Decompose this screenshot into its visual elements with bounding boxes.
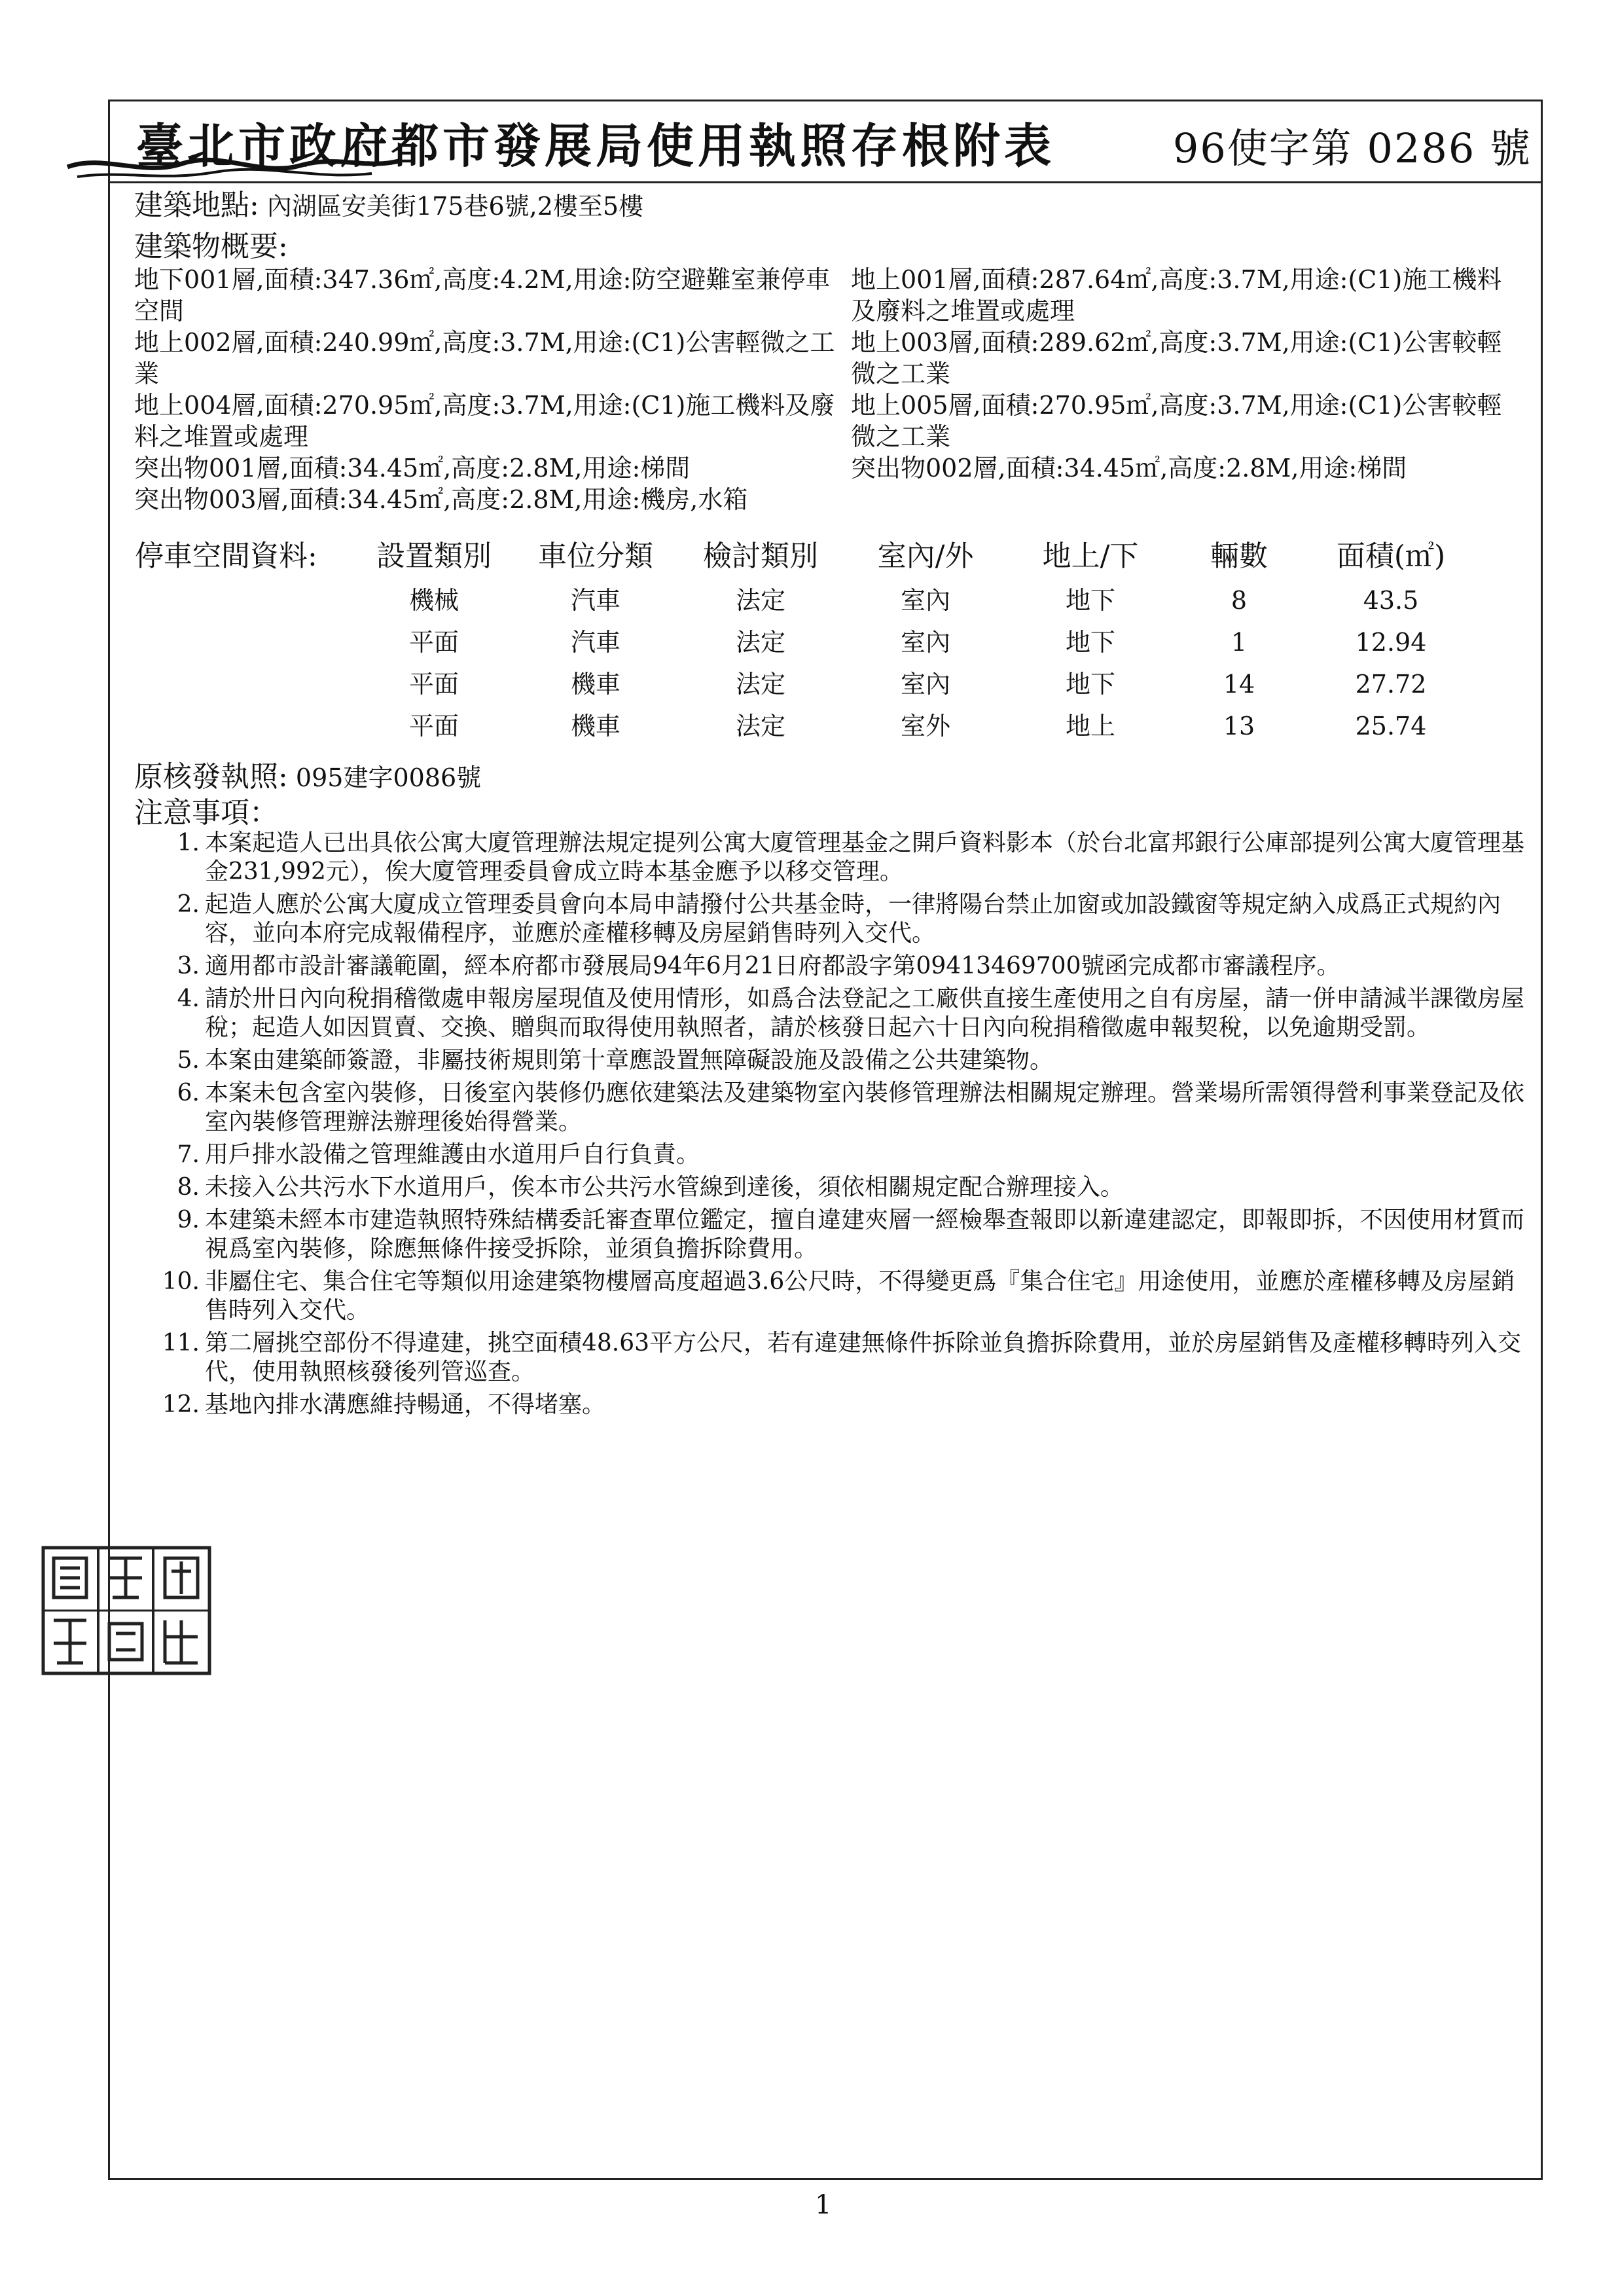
note-number: 11. <box>162 1330 200 1357</box>
parking-cell: 法定 <box>735 670 785 699</box>
note-text: 起造人應於公寓大廈成立管理委員會向本局申請撥付公共基金時，一律將陽台禁止加窗或加設鐵窗等規定納入成爲正式規約內容，並向本府完成報備程序，並應於產權移轉及房屋銷售時列入交代。 <box>205 891 1501 947</box>
parking-cell: 室外 <box>900 712 950 740</box>
parking-cell: 12.94 <box>1355 628 1427 657</box>
parking-cell: 43.5 <box>1363 586 1419 615</box>
floor-item: 地上002層,面積:240.99㎡,高度:3.7M,用途:(C1)公害輕微之工業 <box>134 328 835 388</box>
parking-cell: 機車 <box>570 712 620 740</box>
parking-cell: 13 <box>1223 712 1255 740</box>
parking-cell: 機車 <box>570 670 620 699</box>
note-number: 3. <box>177 953 200 979</box>
note-text: 基地內排水溝應維持暢通，不得堵塞。 <box>205 1391 606 1418</box>
parking-header-row <box>134 534 1477 579</box>
note-text: 非屬住宅、集合住宅等類似用途建築物樓層高度超過3.6公尺時，不得變更爲『集合住宅』用途使用，並應於產權移轉及房屋銷售時列入交代。 <box>205 1268 1515 1324</box>
parking-col-header: 檢討類別 <box>703 539 818 573</box>
note-text: 本案起造人已出具依公寓大廈管理辦法規定提列公寓大廈管理基金之開戶資料影本（於台北富邦銀行公庫部提列公寓大廈管理基金231,992元），俟大廈管理委員會成立時本基金應予以移交管理。 <box>205 829 1525 885</box>
parking-cell: 室內 <box>900 670 950 699</box>
note-text: 本案未包含室內裝修，日後室內裝修仍應依建築法及建築物室內裝修管理辦法相關規定辦理。營業場所需領得營利事業登記及依室內裝修管理辦法辦理後始得營業。 <box>205 1080 1525 1135</box>
parking-cell: 14 <box>1223 670 1255 699</box>
floor-item: 地上005層,面積:270.95㎡,高度:3.7M,用途:(C1)公害較輕微之工業 <box>851 391 1502 451</box>
site-address-row <box>134 190 1532 222</box>
parking-cell: 法定 <box>735 586 785 615</box>
overview-label: 建築物概要: <box>134 230 288 263</box>
original-permit-row <box>134 761 1532 793</box>
parking-cell: 法定 <box>735 628 785 657</box>
note-number: 12. <box>162 1391 200 1418</box>
parking-cell: 汽車 <box>570 586 620 615</box>
parking-col-header: 地上/下 <box>1042 539 1139 573</box>
note-number: 7. <box>177 1141 200 1168</box>
note-text: 本案由建築師簽證，非屬技術規則第十章應設置無障礙設施及設備之公共建築物。 <box>205 1047 1054 1074</box>
parking-cell: 平面 <box>408 628 459 657</box>
page-title: 臺北市政府都市發展局使用執照存根附表 <box>136 118 1056 173</box>
list-item <box>134 985 1532 1042</box>
table-row <box>134 621 1477 663</box>
parking-col-header: 室內/外 <box>877 539 974 573</box>
parking-label: 停車空間資料: <box>135 539 317 573</box>
parking-cell: 地下 <box>1065 670 1115 699</box>
original-permit-value: 095建字0086號 <box>295 763 482 792</box>
site-address-value: 內湖區安美街175巷6號,2樓至5樓 <box>266 192 644 221</box>
note-number: 1. <box>177 829 200 856</box>
floor-item: 突出物002層,面積:34.45㎡,高度:2.8M,用途:梯間 <box>851 454 1407 483</box>
list-item <box>134 1391 1532 1419</box>
floor-list <box>134 264 1532 515</box>
note-number: 4. <box>177 985 200 1012</box>
parking-cell: 法定 <box>735 712 785 740</box>
parking-cell: 25.74 <box>1355 712 1427 740</box>
note-text: 適用都市設計審議範圍，經本府都市發展局94年6月21日府都設字第09413469700號函完成都市審議程序。 <box>205 953 1340 979</box>
floor-item: 地上004層,面積:270.95㎡,高度:3.7M,用途:(C1)施工機料及廢料之堆置或處理 <box>134 391 835 451</box>
permit-number: 96使字第 0286 號 <box>1172 124 1532 172</box>
parking-cell: 平面 <box>408 712 459 740</box>
table-row <box>134 663 1477 705</box>
parking-cell: 地上 <box>1065 712 1115 740</box>
parking-table <box>134 534 1477 747</box>
parking-cell: 汽車 <box>570 628 620 657</box>
document-header <box>110 101 1541 183</box>
notes-list <box>134 829 1532 1419</box>
original-permit-label: 原核發執照: <box>134 760 288 793</box>
parking-cell: 地下 <box>1065 586 1115 615</box>
parking-col-header: 車位分類 <box>538 539 653 573</box>
parking-cell: 平面 <box>408 670 459 699</box>
list-item <box>134 1046 1532 1075</box>
floor-item: 突出物001層,面積:34.45㎡,高度:2.8M,用途:梯間 <box>134 454 691 483</box>
parking-cell: 室內 <box>900 586 950 615</box>
parking-cell: 8 <box>1231 586 1248 615</box>
note-text: 本建築未經本市建造執照特殊結構委託審查單位鑑定，擅自違建夾層一經檢舉查報即以新違建認定，即報即拆，不因使用材質而視爲室內裝修，除應無條件接受拆除，並須負擔拆除費用。 <box>205 1207 1525 1262</box>
note-text: 請於卅日內向稅捐稽徵處申報房屋現值及使用情形，如爲合法登記之工廠供直接生產使用之自有房屋，請一併申請減半課徵房屋稅；起造人如因買賣、交換、贈與而取得使用執照者，請於核發日起六十日內向稅捐稽徵處申報契稅，以免逾期受罰。 <box>205 985 1525 1041</box>
parking-cell: 27.72 <box>1355 670 1427 699</box>
list-item <box>134 829 1532 886</box>
page-number: 1 <box>815 2190 832 2220</box>
list-item <box>134 1079 1532 1137</box>
parking-cell: 地下 <box>1065 628 1115 657</box>
note-number: 6. <box>177 1080 200 1106</box>
note-number: 8. <box>177 1174 200 1201</box>
list-item <box>134 890 1532 948</box>
parking-section <box>134 534 1532 747</box>
parking-cell: 室內 <box>900 628 950 657</box>
note-number: 9. <box>177 1207 200 1233</box>
parking-cell: 1 <box>1231 628 1248 657</box>
floor-item: 地下001層,面積:347.36㎡,高度:4.2M,用途:防空避難室兼停車空間 <box>134 265 831 325</box>
table-row <box>134 579 1477 621</box>
parking-col-header: 設置類別 <box>376 539 492 573</box>
floor-item-empty <box>851 484 1532 515</box>
document-body <box>134 190 1532 1423</box>
note-number: 10. <box>162 1268 200 1295</box>
list-item <box>134 1329 1532 1387</box>
list-item <box>134 1140 1532 1169</box>
official-seal-icon <box>41 1545 212 1676</box>
note-text: 未接入公共污水下水道用戶，俟本市公共污水管線到達後，須依相關規定配合辦理接入。 <box>205 1174 1124 1201</box>
parking-col-header: 面積(㎡) <box>1336 539 1446 573</box>
note-number: 5. <box>177 1047 200 1074</box>
note-text: 第二層挑空部份不得違建，挑空面積48.63平方公尺，若有違建無條件拆除並負擔拆除費用，並於房屋銷售及產權移轉時列入交代，使用執照核發後列管巡查。 <box>205 1330 1522 1385</box>
note-number: 2. <box>177 891 200 918</box>
list-item <box>134 1173 1532 1202</box>
table-row <box>134 705 1477 747</box>
floor-item: 地上003層,面積:289.62㎡,高度:3.7M,用途:(C1)公害較輕微之工業 <box>851 328 1502 388</box>
list-item <box>134 952 1532 981</box>
site-address-label: 建築地點: <box>134 189 259 222</box>
floor-item: 突出物003層,面積:34.45㎡,高度:2.8M,用途:機房,水箱 <box>134 485 748 514</box>
notes-label: 注意事項： <box>134 796 278 829</box>
list-item <box>134 1267 1532 1325</box>
parking-cell: 機械 <box>408 586 459 615</box>
parking-col-header: 輛數 <box>1210 539 1268 573</box>
floor-item: 地上001層,面積:287.64㎡,高度:3.7M,用途:(C1)施工機料及廢料之堆置或處理 <box>851 265 1502 325</box>
note-text: 用戶排水設備之管理維護由水道用戶自行負責。 <box>205 1141 700 1168</box>
list-item <box>134 1206 1532 1264</box>
